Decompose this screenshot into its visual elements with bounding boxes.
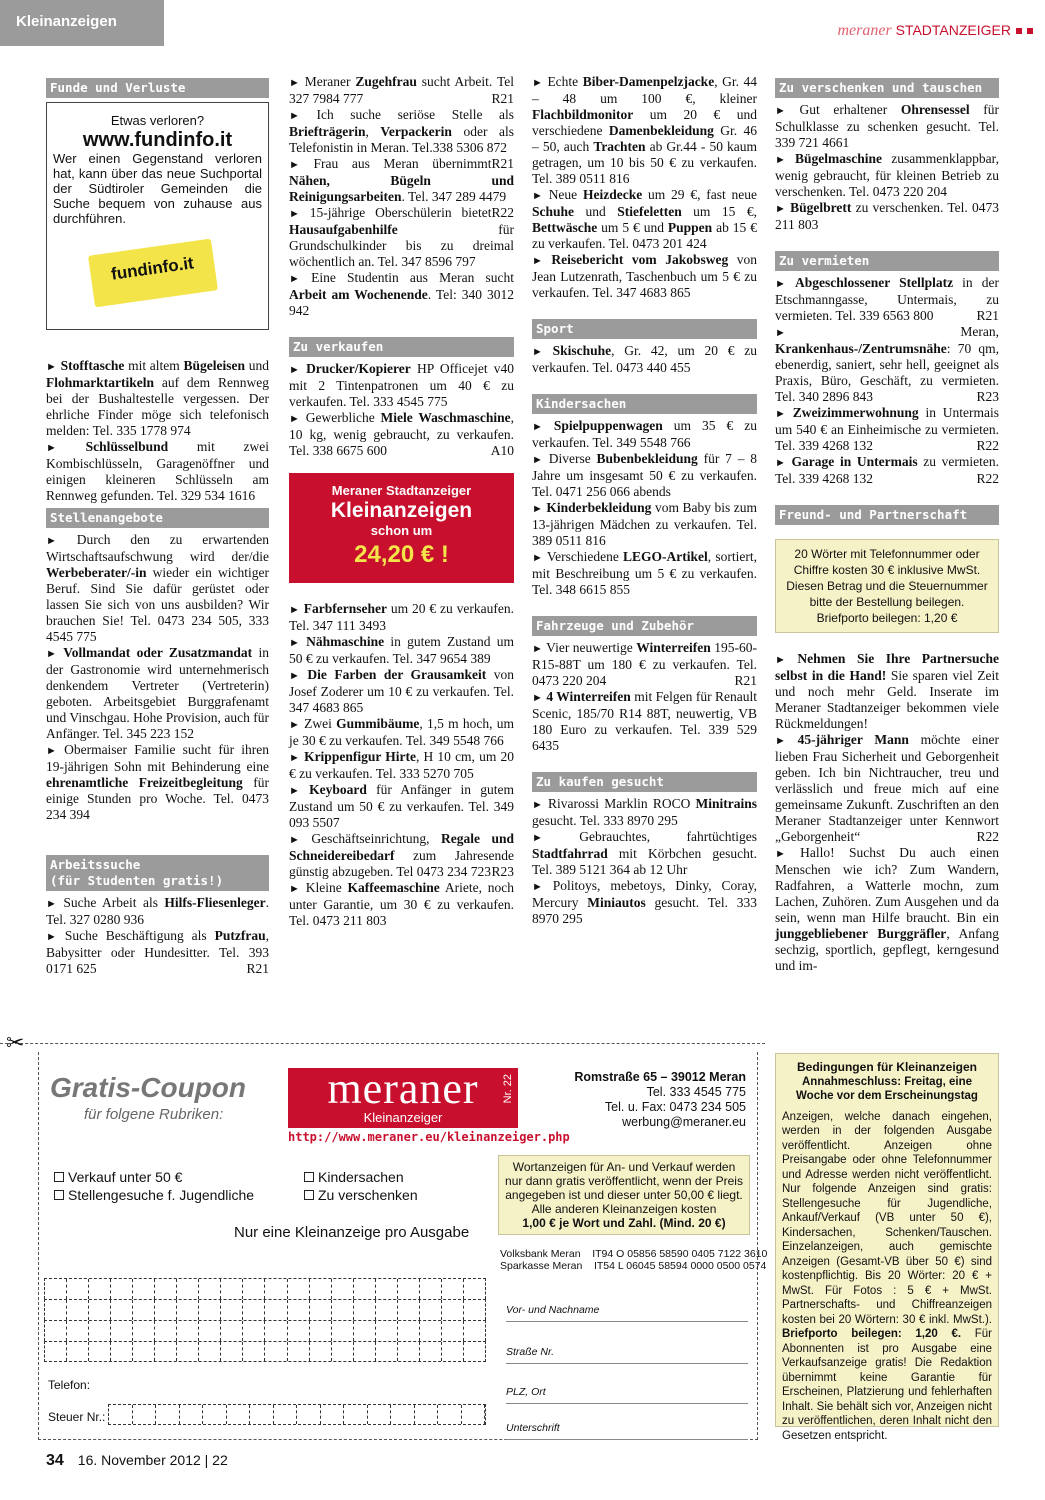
grid-cell[interactable] — [111, 1279, 133, 1299]
grid-cell[interactable] — [265, 1321, 287, 1341]
checkbox[interactable] — [54, 1190, 64, 1200]
grid-cell[interactable] — [420, 1279, 442, 1299]
list-item: ► Suche Beschäftigung als Putzfrau, Babysitter oder Hundesitter. Tel. 393 0171 625 R21 — [46, 928, 269, 976]
coupon-title: Gratis-Coupon — [50, 1072, 246, 1103]
grid-cell[interactable] — [180, 1405, 204, 1424]
brand-logo: meraner STADTANZEIGER — [838, 22, 1034, 40]
grid-cell[interactable] — [155, 1342, 177, 1361]
list-item: ► Zwei Gummibäume, 1,5 m hoch, um je 30 € zu verkaufen. Tel. 349 5548 766 — [289, 716, 514, 748]
grid-cell[interactable] — [310, 1321, 332, 1341]
grid-cell[interactable] — [111, 1342, 133, 1361]
grid-cell[interactable] — [442, 1342, 464, 1361]
grid-cell[interactable] — [332, 1279, 354, 1299]
list-item: ► Vollmandat oder Zusatzmandat in der Gastronomie wird unternehmerisch denkendem Vertreter (Vertreterin) geboten. Arbeitsgebiet Burggrafenamt und Vinschgau. Hohe Provision, auch für Anfänger. Tel. 345 223 152 — [46, 645, 269, 741]
grid-cell[interactable] — [133, 1321, 155, 1341]
grid-cell[interactable] — [415, 1405, 439, 1424]
list-item: ► Geschäftseinrichtung, Regale und Schneidereibedarf zum Jahresende günstig abzugeben. Tel 0473 234 723 R23 — [289, 831, 514, 879]
grid-cell[interactable] — [438, 1405, 462, 1424]
grid-cell[interactable] — [464, 1279, 485, 1299]
grid-cell[interactable] — [199, 1342, 221, 1361]
ad-text-grid[interactable] — [44, 1278, 486, 1362]
telefon-label: Telefon: — [48, 1378, 91, 1392]
promo-banner: Meraner Stadtanzeiger Kleinanzeigen schon um 24,20 € ! — [289, 473, 514, 583]
grid-cell[interactable] — [332, 1321, 354, 1341]
grid-cell[interactable] — [354, 1300, 376, 1320]
fundinfo-card-image: fundinfo.it — [88, 239, 218, 308]
column-2 — [289, 74, 514, 929]
plz-field[interactable]: PLZ, Ort — [506, 1380, 748, 1404]
section-header: Kleinanzeigen — [0, 0, 164, 46]
steuer-field[interactable] — [108, 1404, 486, 1425]
grid-cell[interactable] — [243, 1300, 265, 1320]
grid-row[interactable] — [44, 1320, 486, 1341]
grid-cell[interactable] — [442, 1279, 464, 1299]
conditions-box: Bedingungen für Kleinanzeigen Annahmeschluss: Freitag, eine Woche vor dem Erscheinungstag Anzeigen, welche danach eingehen, werden in der folgenden Ausgabe veröffentlicht. Anzeigen ohne Preisangabe oder ohne Telefonnummer und Adresse werden nicht veröffentlicht. Nur folgende Anzeigen sind gratis: Stellengesuche für Jugendliche, Ankauf/Verkauf (VB unter 50 €), Kindersachen, Schenken/Tauschen. Einzelanzeigen, auch gemischte Anzeigen (Gesamt-VB über 50 €) sind kostenpflichtig. Bis 20 Wörter: 20 € + MwSt. Für Fotos : 5 € + MwSt. Partnerschafts- und Chiffreanzeigen kosten bei 20 Wörtern: 30 € inkl. MwSt.). Briefporto beilegen: 1,20 €. Für Abonnenten ist pro Ausgabe eine Verkaufsanzeige gratis! Die Redaktion übernimmt keine Garantie für Erscheinen, Platzierung und fehlerhaften Inhalt. Sie behält sich vor, Anzeigen nicht zu veröffentlichen, deren Inhalt nicht den Gesetzen entspricht. — [775, 1053, 999, 1427]
grid-cell[interactable] — [376, 1321, 398, 1341]
grid-cell[interactable] — [310, 1300, 332, 1320]
list-item: ► Rivarossi Marklin ROCO Minitrains gesucht. Tel. 333 8970 295 — [532, 796, 757, 828]
grid-cell[interactable] — [177, 1279, 199, 1299]
grid-cell[interactable] — [391, 1405, 415, 1424]
grid-cell[interactable] — [199, 1300, 221, 1320]
list-item: ► Reisebericht vom Jakobsweg von Jean Lutzenrath, Taschenbuch um 5 € zu verkaufen. Tel. 347 4683 865 — [532, 252, 757, 300]
grid-cell[interactable] — [464, 1300, 485, 1320]
category-vermieten: Zu vermieten — [775, 251, 999, 271]
list-item: ► Politoys, mebetoys, Dinky, Coray, Mercury Miniautos gesucht. Tel. 333 8970 295 — [532, 878, 757, 926]
grid-cell[interactable] — [45, 1321, 67, 1341]
grid-cell[interactable] — [177, 1321, 199, 1341]
coupon-url[interactable]: http://www.meraner.eu/kleinanzeiger.php — [288, 1130, 570, 1144]
grid-cell[interactable] — [368, 1405, 392, 1424]
grid-cell[interactable] — [111, 1300, 133, 1320]
grid-row[interactable] — [44, 1278, 486, 1299]
cut-line — [0, 1043, 765, 1044]
street-field[interactable]: Straße Nr. — [506, 1340, 748, 1364]
grid-cell[interactable] — [155, 1321, 177, 1341]
list-item: ► Kinderbekleidung vom Baby bis zum 13-jährigen Mädchen zu verkaufen. Tel. 389 0511 816 — [532, 500, 757, 548]
grid-cell[interactable] — [155, 1279, 177, 1299]
name-field[interactable]: Vor- und Nachname — [506, 1298, 748, 1322]
grid-cell[interactable] — [464, 1321, 485, 1341]
grid-cell[interactable] — [67, 1342, 89, 1361]
column-1 — [46, 74, 269, 977]
list-item: ► Meraner Zugehfrau sucht Arbeit. Tel 327 7984 777 R21 — [289, 74, 514, 106]
partner-price-box: 20 Wörter mit Telefonnummer oder Chiffre kosten 30 € inklusive MwSt. Diesen Betrag und die Steuernummer bitte der Bestellung beilegen. Briefporto beilegen: 1,20 € — [775, 539, 999, 633]
grid-cell[interactable] — [398, 1342, 420, 1361]
list-item: ► Vier neuwertige Winterreifen 195-60-R15-88T um 180 € zu verkaufen. Tel. 0473 220 204 R21 — [532, 640, 757, 688]
grid-cell[interactable] — [310, 1279, 332, 1299]
list-item: ► Suche Arbeit als Hilfs-Fliesenleger. Tel. 327 0280 936 — [46, 895, 270, 927]
grid-cell[interactable] — [332, 1342, 354, 1361]
category-stellen: Stellenangebote — [46, 508, 269, 528]
grid-cell[interactable] — [89, 1342, 111, 1361]
grid-cell[interactable] — [199, 1279, 221, 1299]
fundinfo-box: Etwas verloren? www.fundinfo.it Wer einen Gegenstand verloren hat, kann über das neue Suchportal der Südtiroler Gemeinden die Suche bequem von zuhause aus durchführen. fundinfo.it — [46, 102, 269, 330]
list-item: ► Neue Heizdecke um 29 €, fast neue Schuhe und Stiefeletten um 15 €, Bettwäsche um 5 € und Puppen ab 15 € zu verkaufen. Tel. 0473 201 424 — [532, 187, 758, 251]
bank-details: Volksbank Meran IT94 O 05856 58590 0405 7122 3610 Sparkasse Meran IT54 L 06045 58594 0000 0500 0574 — [500, 1248, 768, 1272]
list-item: ► Ich suche seriöse Stelle als Briefträgerin, Verpackerin oder als Telefonistin in Meran. Tel.338 5306 872 R21 — [289, 107, 515, 171]
grid-cell[interactable] — [376, 1279, 398, 1299]
list-item: ► Nehmen Sie Ihre Partnersuche selbst in die Hand! Sie sparen viel Zeit und noch mehr Geld. Inserate im Meraner Stadtanzeiger bekommen viele Rückmeldungen! — [775, 651, 1000, 731]
grid-cell[interactable] — [354, 1279, 376, 1299]
grid-cell[interactable] — [221, 1342, 243, 1361]
column-4 — [775, 74, 999, 974]
list-item: ► Garage in Untermais zu vermieten. Tel. 339 4268 132 R22 — [775, 454, 999, 486]
list-item: ► Bügelmaschine zusammenklappbar, wenig gebraucht, für kleinen Betrieb zu verschenken. Tel. 0473 220 204 — [775, 151, 1000, 199]
grid-cell[interactable] — [221, 1279, 243, 1299]
grid-cell[interactable] — [462, 1405, 486, 1424]
grid-cell[interactable] — [265, 1342, 287, 1361]
grid-cell[interactable] — [133, 1300, 155, 1320]
list-item: ► Farbfernseher um 20 € zu verkaufen. Tel. 347 111 3493 — [289, 601, 515, 633]
grid-cell[interactable] — [243, 1279, 265, 1299]
grid-cell[interactable] — [398, 1321, 420, 1341]
list-item: ► Drucker/Kopierer HP Officejet v40 mit 2 Tintenpatronen um 40 € zu verkaufen. Tel. 333 4545 775 — [289, 361, 515, 409]
grid-cell[interactable] — [177, 1342, 199, 1361]
list-item: ► Skischuhe, Gr. 42, um 20 € zu verkaufen. Tel. 0473 440 455 — [532, 343, 757, 375]
grid-cell[interactable] — [133, 1405, 157, 1424]
grid-cell[interactable] — [45, 1342, 67, 1361]
grid-cell[interactable] — [243, 1342, 265, 1361]
grid-cell[interactable] — [288, 1300, 310, 1320]
list-item: ► Durch den zu erwartenden Wirtschaftsaufschwung wird der/die Werbeberater/-in wieder ein wichtiger Beruf. Sind Sie dafür gerüstet oder lassen Sie sich von uns ausbilden? Wir brauchen Sie! Tel. 0473 234 505, 333 4545 775 — [46, 532, 269, 644]
grid-row[interactable] — [44, 1341, 486, 1362]
grid-cell[interactable] — [89, 1321, 111, 1341]
list-item: ► Obermaiser Familie sucht für ihren 19-jährigen Sohn mit Behinderung eine ehrenamtliche Freizeitbegleitung für einige Stunden pro Woche. Tel. 0473 234 394 — [46, 742, 269, 822]
grid-cell[interactable] — [420, 1321, 442, 1341]
grid-cell[interactable] — [310, 1342, 332, 1361]
grid-cell[interactable] — [332, 1300, 354, 1320]
grid-cell[interactable] — [354, 1342, 376, 1361]
list-item: ► Bügelbrett zu verschenken. Tel. 0473 211 803 — [775, 200, 999, 232]
list-item: ► Frau aus Meran übernimmt Nähen, Bügeln und Reinigungsarbeiten. Tel. 347 289 4479 R22 — [289, 156, 514, 220]
list-item: ► Stofftasche mit altem Bügeleisen und Flohmarktartikeln auf dem Rennweg bei der Bushaltestelle vergessen. Der ehrliche Finder möge sich telefonisch melden: Tel. 335 1778 974 — [46, 358, 269, 438]
grid-cell[interactable] — [67, 1300, 89, 1320]
list-item: ► Echte Biber-Damenpelzjacke, Gr. 44 – 48 um 100 €, kleiner Flachbildmonitor um 20 € und verschiedene Damenbekleidung Gr. 46 – 50, auch Trachten ab Gr.44 - 50 kaum getragen, um 10 bis 50 € zu verkaufen. Tel. 389 0511 816 — [532, 74, 758, 186]
list-item: ► Zweizimmerwohnung in Untermais um 540 € an Einheimische zu vermieten. Tel. 339 4268 132 R22 — [775, 405, 999, 453]
grid-cell[interactable] — [344, 1405, 368, 1424]
grid-cell[interactable] — [89, 1279, 111, 1299]
list-item: ► Spielpuppenwagen um 35 € zu verkaufen. Tel. 349 5548 766 — [532, 418, 757, 450]
list-item: ► Meran, Krankenhaus-/Zentrumsnähe: 70 qm, ebenerdig, saniert, sehr hell, geeignet als Praxis, Büro, Geschäft, zu vermieten. Tel. 340 2896 843 R23 — [775, 324, 999, 404]
grid-cell[interactable] — [89, 1300, 111, 1320]
grid-cell[interactable] — [133, 1279, 155, 1299]
category-kindersachen: Kindersachen — [532, 394, 757, 414]
grid-cell[interactable] — [464, 1342, 485, 1361]
list-item: ► 15-jährige Oberschülerin bietet Hausaufgabenhilfe für Grundschulkinder bis zu dreimal wöchentlich an. Tel. 347 8596 797 — [289, 205, 514, 269]
grid-cell[interactable] — [45, 1279, 67, 1299]
grid-cell[interactable] — [156, 1405, 180, 1424]
grid-cell[interactable] — [354, 1321, 376, 1341]
grid-cell[interactable] — [221, 1300, 243, 1320]
checkbox[interactable] — [54, 1172, 64, 1182]
category-arbeitssuche: Arbeitssuche (für Studenten gratis!) — [46, 855, 269, 891]
grid-cell[interactable] — [274, 1405, 298, 1424]
list-item: ► Diverse Bubenbekleidung für 7 – 8 Jahre um insgesamt 50 € zu verkaufen. Tel. 0471 256 066 abends — [532, 451, 758, 499]
category-checklist-right: Kindersachen Zu verschenken — [304, 1168, 418, 1204]
limit-note: Nur eine Kleinanzeige pro Ausgabe — [234, 1224, 470, 1241]
list-item: ► Krippenfigur Hirte, H 10 cm, um 20 € zu verkaufen. Tel. 333 5270 705 — [289, 749, 515, 781]
grid-cell[interactable] — [199, 1321, 221, 1341]
grid-cell[interactable] — [442, 1321, 464, 1341]
list-item: ► Verschiedene LEGO-Artikel, sortiert, mit Beschreibung um 5 € zu verkaufen. Tel. 348 6615 855 — [532, 549, 757, 597]
list-item: ► Gebrauchtes, fahrtüchtiges Stadtfahrrad mit Körbchen gesucht. Tel. 389 5121 364 ab 12 Uhr — [532, 829, 757, 877]
grid-cell[interactable] — [420, 1342, 442, 1361]
list-item: ► 4 Winterreifen mit Felgen für Renault Scenic, 185/70 R14 88T, neuwertig, VB 180 Euro zu verkaufen. Tel. 339 529 6435 — [532, 689, 757, 753]
grid-cell[interactable] — [265, 1279, 287, 1299]
category-verschenken: Zu verschenken und tauschen — [775, 78, 999, 98]
list-item: ► 45-jähriger Mann möchte einer lieben Frau Sicherheit und Geborgenheit geben. Ich bin Nichtraucher, treu und verlässlich und freue mich auf eine gemeinsame Zukunft. Zuschriften an den Meraner Stadtanzeiger unter Kennwort „Geborgenheit“ R22 — [775, 732, 1000, 844]
category-fahrzeuge: Fahrzeuge und Zubehör — [532, 616, 757, 636]
scissors-icon: ✂ — [6, 1030, 25, 1055]
coupon-subtitle: für folgene Rubriken: — [84, 1106, 224, 1123]
grid-cell[interactable] — [227, 1405, 251, 1424]
grid-cell[interactable] — [133, 1342, 155, 1361]
list-item: ► Gut erhaltener Ohrensessel für Schulklasse zu schenken gesucht. Tel. 339 721 4661 — [775, 102, 999, 150]
grid-cell[interactable] — [203, 1405, 227, 1424]
category-verkaufen: Zu verkaufen — [289, 337, 514, 357]
category-sport: Sport — [532, 319, 757, 339]
contact-address: Romstraße 65 – 39012 Meran Tel. 333 4545 775 Tel. u. Fax: 0473 234 505 werbung@meraner.eu — [574, 1070, 746, 1129]
page-footer: 34 16. November 2012 | 22 — [46, 1452, 228, 1469]
category-checklist-left: Verkauf unter 50 € Stellengesuche f. Jugendliche — [54, 1168, 254, 1204]
grid-cell[interactable] — [297, 1405, 321, 1424]
meraner-logo: meraner Kleinanzeiger Nr. 22 — [288, 1068, 518, 1128]
list-item: ► Kleine Kaffeemaschine Ariete, noch unter Garantie, um 30 € zu verkaufen. Tel. 0473 211 803 — [289, 880, 515, 928]
pricing-box: Wortanzeigen für An- und Verkauf werden nur dann gratis veröffentlicht, wenn der Preis angegeben ist und dieser unter 50,00 € liegt. Alle anderen Kleinanzeigen kosten 1,00 € je Wort und Zahl. (Mind. 20 €) — [498, 1155, 750, 1235]
list-item: ► Eine Studentin aus Meran sucht Arbeit am Wochenende. Tel: 340 3012 942 — [289, 270, 515, 318]
grid-cell[interactable] — [155, 1300, 177, 1320]
grid-cell[interactable] — [376, 1300, 398, 1320]
grid-cell[interactable] — [67, 1321, 89, 1341]
column-3 — [532, 74, 757, 927]
grid-cell[interactable] — [398, 1300, 420, 1320]
checkbox[interactable] — [304, 1190, 314, 1200]
grid-cell[interactable] — [442, 1300, 464, 1320]
grid-cell[interactable] — [111, 1321, 133, 1341]
list-item: ► Schlüsselbund mit zwei Kombischlüsseln, Garagenöffner und einigen kleineren Schlüsseln am Rennweg gefunden. Tel. 329 534 1616 — [46, 439, 269, 503]
grid-cell[interactable] — [321, 1405, 345, 1424]
grid-cell[interactable] — [265, 1300, 287, 1320]
list-item: ► Die Farben der Grausamkeit von Josef Zoderer um 10 € zu verkaufen. Tel. 347 4683 865 — [289, 667, 515, 715]
fundinfo-link[interactable]: www.fundinfo.it — [82, 129, 233, 151]
grid-cell[interactable] — [45, 1300, 67, 1320]
grid-cell[interactable] — [243, 1321, 265, 1341]
grid-cell[interactable] — [376, 1342, 398, 1361]
list-item: ► Nähmaschine in gutem Zustand um 50 € zu verkaufen. Tel. 347 9654 389 — [289, 634, 514, 666]
grid-cell[interactable] — [288, 1321, 310, 1341]
grid-cell[interactable] — [288, 1342, 310, 1361]
list-item: ► Gewerbliche Miele Waschmaschine, 10 kg, wenig gebraucht, zu verkaufen. Tel. 338 6675 600 A10 — [289, 410, 515, 458]
list-item: ► Keyboard für Anfänger in gutem Zustand um 50 € zu verkaufen. Tel. 349 093 5507 — [289, 782, 515, 830]
grid-cell[interactable] — [67, 1279, 89, 1299]
grid-cell[interactable] — [109, 1405, 133, 1424]
grid-cell[interactable] — [420, 1300, 442, 1320]
grid-cell[interactable] — [177, 1300, 199, 1320]
grid-cell[interactable] — [250, 1405, 274, 1424]
grid-cell[interactable] — [288, 1279, 310, 1299]
signature-field[interactable]: Unterschrift — [506, 1416, 748, 1440]
list-item: ► Abgeschlossener Stellplatz in der Etschmanngasse, Untermais, zu vermieten. Tel. 339 6563 800 R21 — [775, 275, 999, 323]
grid-cell[interactable] — [398, 1279, 420, 1299]
category-funde: Funde und Verluste — [46, 78, 269, 98]
category-partnerschaft: Freund- und Partnerschaft — [775, 505, 999, 525]
list-item: ► Hallo! Suchst Du auch einen Menschen wie ich? Zum Wandern, Radfahren, a Watterle mochn, zum Lachen, Zuhören. Zum Ausgehen und da sein, wenn man Hilfe braucht. Bin ein junggebliebener Burggräfler, Anfang sechzig, sportlich, gepflegt, kerngesund und im- — [775, 845, 999, 973]
grid-row[interactable] — [44, 1299, 486, 1320]
checkbox[interactable] — [304, 1172, 314, 1182]
grid-cell[interactable] — [221, 1321, 243, 1341]
steuer-label: Steuer Nr.: — [48, 1410, 106, 1424]
category-kaufen-gesucht: Zu kaufen gesucht — [532, 772, 757, 792]
